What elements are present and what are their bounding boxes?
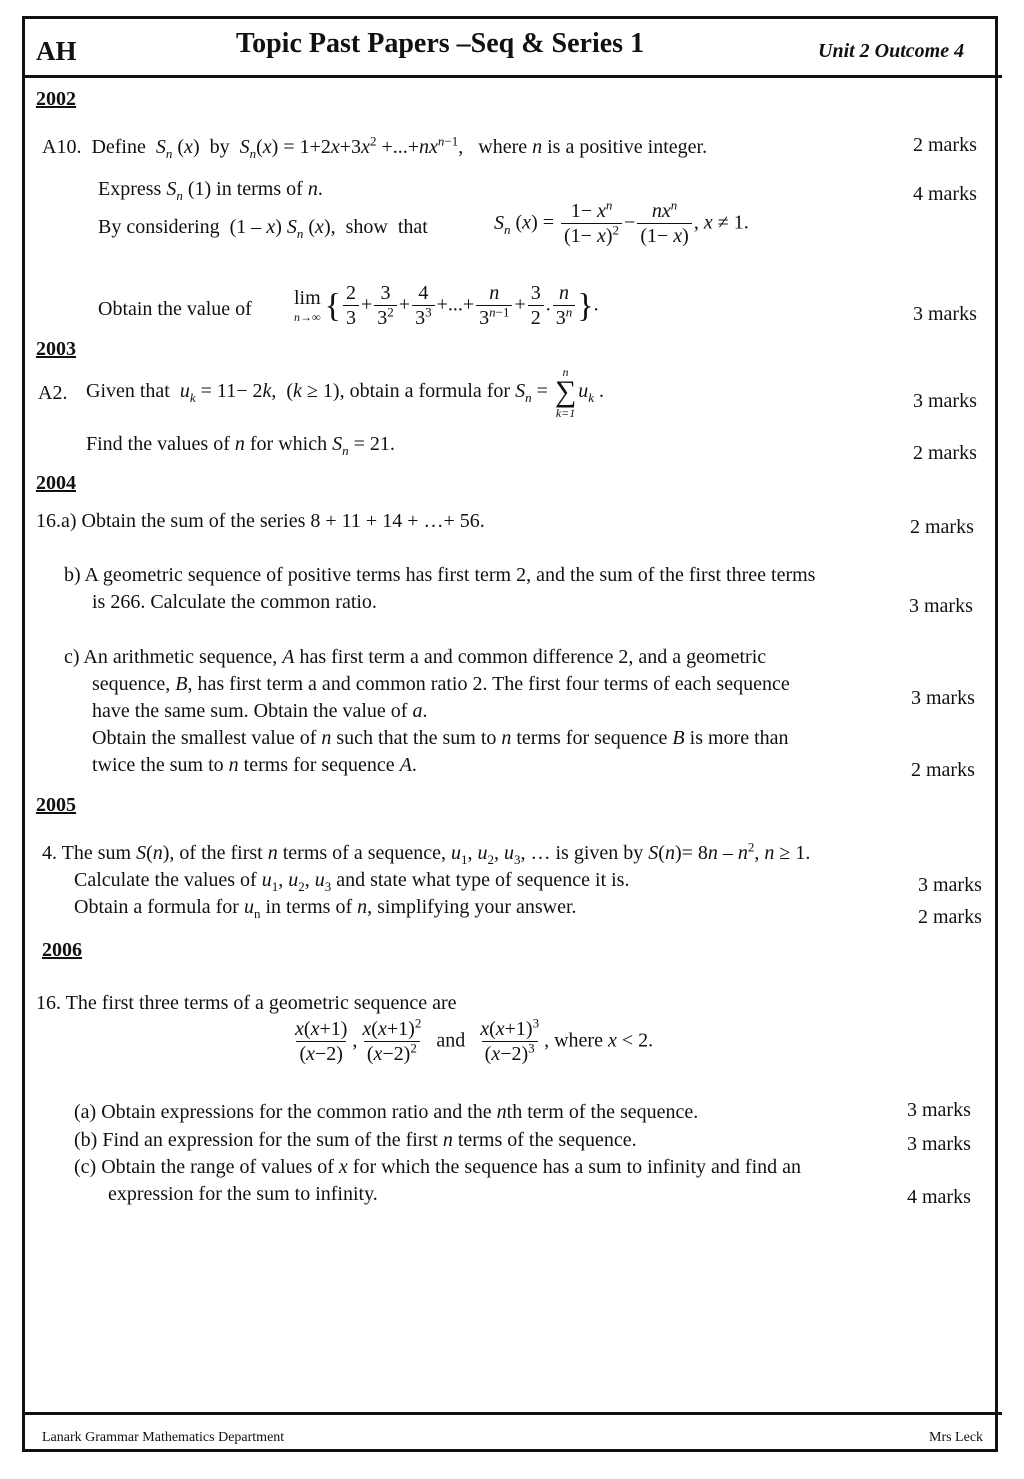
q-2006-16a: (a) Obtain expressions for the common ratio and the nth term of the sequence. (74, 1101, 699, 1123)
q-2002-a10-line4-text: Obtain the value of (98, 298, 252, 320)
unit-label: Unit 2 Outcome 4 (818, 40, 965, 62)
year-2004: 2004 (36, 472, 76, 494)
q-2004-16a: 16.a) Obtain the sum of the series 8 + 11 + 14 + …+ 56. (36, 510, 485, 532)
q-2002-a10-limit: lim n→∞ { $\frac{2}{3}$ + $\frac{3}{3^2}$ + $\frac{4}{3^3}$ +...+ $\frac{n}{3^{n-1}}$ + $\frac{3}{2}$ . $\frac{n}{3^n}$ }. (294, 282, 599, 329)
level-label: AH (36, 36, 77, 66)
footer-department: Lanark Grammar Mathematics Department (42, 1430, 285, 1445)
marks-2004-16c-2: 2 marks (911, 759, 975, 781)
q-2004-16c-line1: c) An arithmetic sequence, A has first term a and common difference 2, and a geometric (64, 646, 767, 668)
marks-2005-4-1: 3 marks (918, 874, 982, 896)
q-2006-16c-line2: expression for the sum to infinity. (108, 1183, 378, 1205)
q-2005-4-line1: 4. The sum S(n), of the first n terms of a sequence, $u_1$, $u_2$, $u_3$, … is given by $S(n)= 8n - n^2$, n ≥ 1. (42, 839, 811, 867)
year-2002: 2002 (36, 88, 76, 110)
q-2004-16c-line2: sequence, B, has first term a and common ratio 2. The first four terms of each sequence (92, 673, 790, 695)
q-2006-16b: (b) Find an expression for the sum of the first n terms of the sequence. (74, 1129, 637, 1151)
footer-author: Mrs Leck (929, 1430, 984, 1445)
year-2006: 2006 (42, 939, 82, 961)
marks-2006-16c: 4 marks (907, 1186, 971, 1208)
marks-2002-a10-4: 3 marks (913, 303, 977, 325)
q-2005-4-line2: Calculate the values of $u_1$, $u_2$, $u_3$ and state what type of sequence it is. (74, 869, 630, 894)
q-2006-16c-line1: (c) Obtain the range of values of x for which the sequence has a sum to infinity and find an (74, 1156, 802, 1178)
page-title: Topic Past Papers –Seq & Series 1 (236, 28, 645, 59)
q-2004-16c-line5: twice the sum to n terms for sequence A. (92, 754, 417, 776)
q-2002-a10-formula: $S_n$ (x) = $\frac{1- x^n}{(1- x)^2}$ − $\frac{nx^n}{(1- x)}$ , x ≠ 1. (494, 197, 749, 247)
year-2005: 2005 (36, 794, 76, 816)
marks-2003-a2-2: 2 marks (913, 442, 977, 464)
marks-2005-4-2: 2 marks (918, 906, 982, 928)
q-2003-a2-num: A2. (38, 382, 68, 404)
marks-2003-a2-1: 3 marks (913, 390, 977, 412)
q-2003-a2-line2: Find the values of n for which $S_n = 21$. (86, 433, 395, 458)
q-2005-4-line3: Obtain a formula for $u_n$ in terms of n, simplifying your answer. (74, 896, 577, 921)
q-2006-16-terms: $\frac{x(x+1)}{(x-2)}$ , $\frac{x(x+1)^2}{(x-2)^2}$ and $\frac{x(x+1)^3}{(x-2)^3}$ , where x < 2. (295, 1015, 654, 1065)
marks-2004-16b: 3 marks (909, 595, 973, 617)
q-2004-16c-line4: Obtain the smallest value of n such that the sum to n terms for sequence B is more than (92, 727, 789, 749)
q-2002-a10-line1: A10. Define $S_n$ (x) by $S_n(x) = 1+2x+3x^2 +...+nx^{n-1}$, where n is a positive integer. (42, 133, 708, 161)
marks-2004-16c-1: 3 marks (911, 687, 975, 709)
footer-divider (22, 1412, 1002, 1415)
q-2004-16c-line3: have the same sum. Obtain the value of a. (92, 700, 428, 722)
year-2003: 2003 (36, 338, 76, 360)
q-2002-a10-line3-text: By considering (1 – x) $S_n$ (x), show that (98, 216, 428, 241)
marks-2002-a10-2: 4 marks (913, 183, 977, 205)
q-2004-16b-line1: b) A geometric sequence of positive terms has first term 2, and the sum of the first three terms (64, 564, 816, 586)
marks-2002-a10-1: 2 marks (913, 134, 977, 156)
q-2004-16b-line2: is 266. Calculate the common ratio. (92, 591, 377, 613)
q-2002-a10-line2: Express $S_n$ (1) in terms of n. (98, 178, 323, 203)
marks-2006-16b: 3 marks (907, 1133, 971, 1155)
marks-2006-16a: 3 marks (907, 1099, 971, 1121)
marks-2004-16a: 2 marks (910, 516, 974, 538)
header-divider (22, 75, 1002, 78)
q-2003-a2-line1: Given that $u_k = 11- 2k$, (k ≥ 1), obtain a formula for $S_n$ = n ∑ k=1 $u_k$ . (86, 365, 605, 420)
q-2006-16-intro: 16. The first three terms of a geometric sequence are (36, 992, 457, 1014)
